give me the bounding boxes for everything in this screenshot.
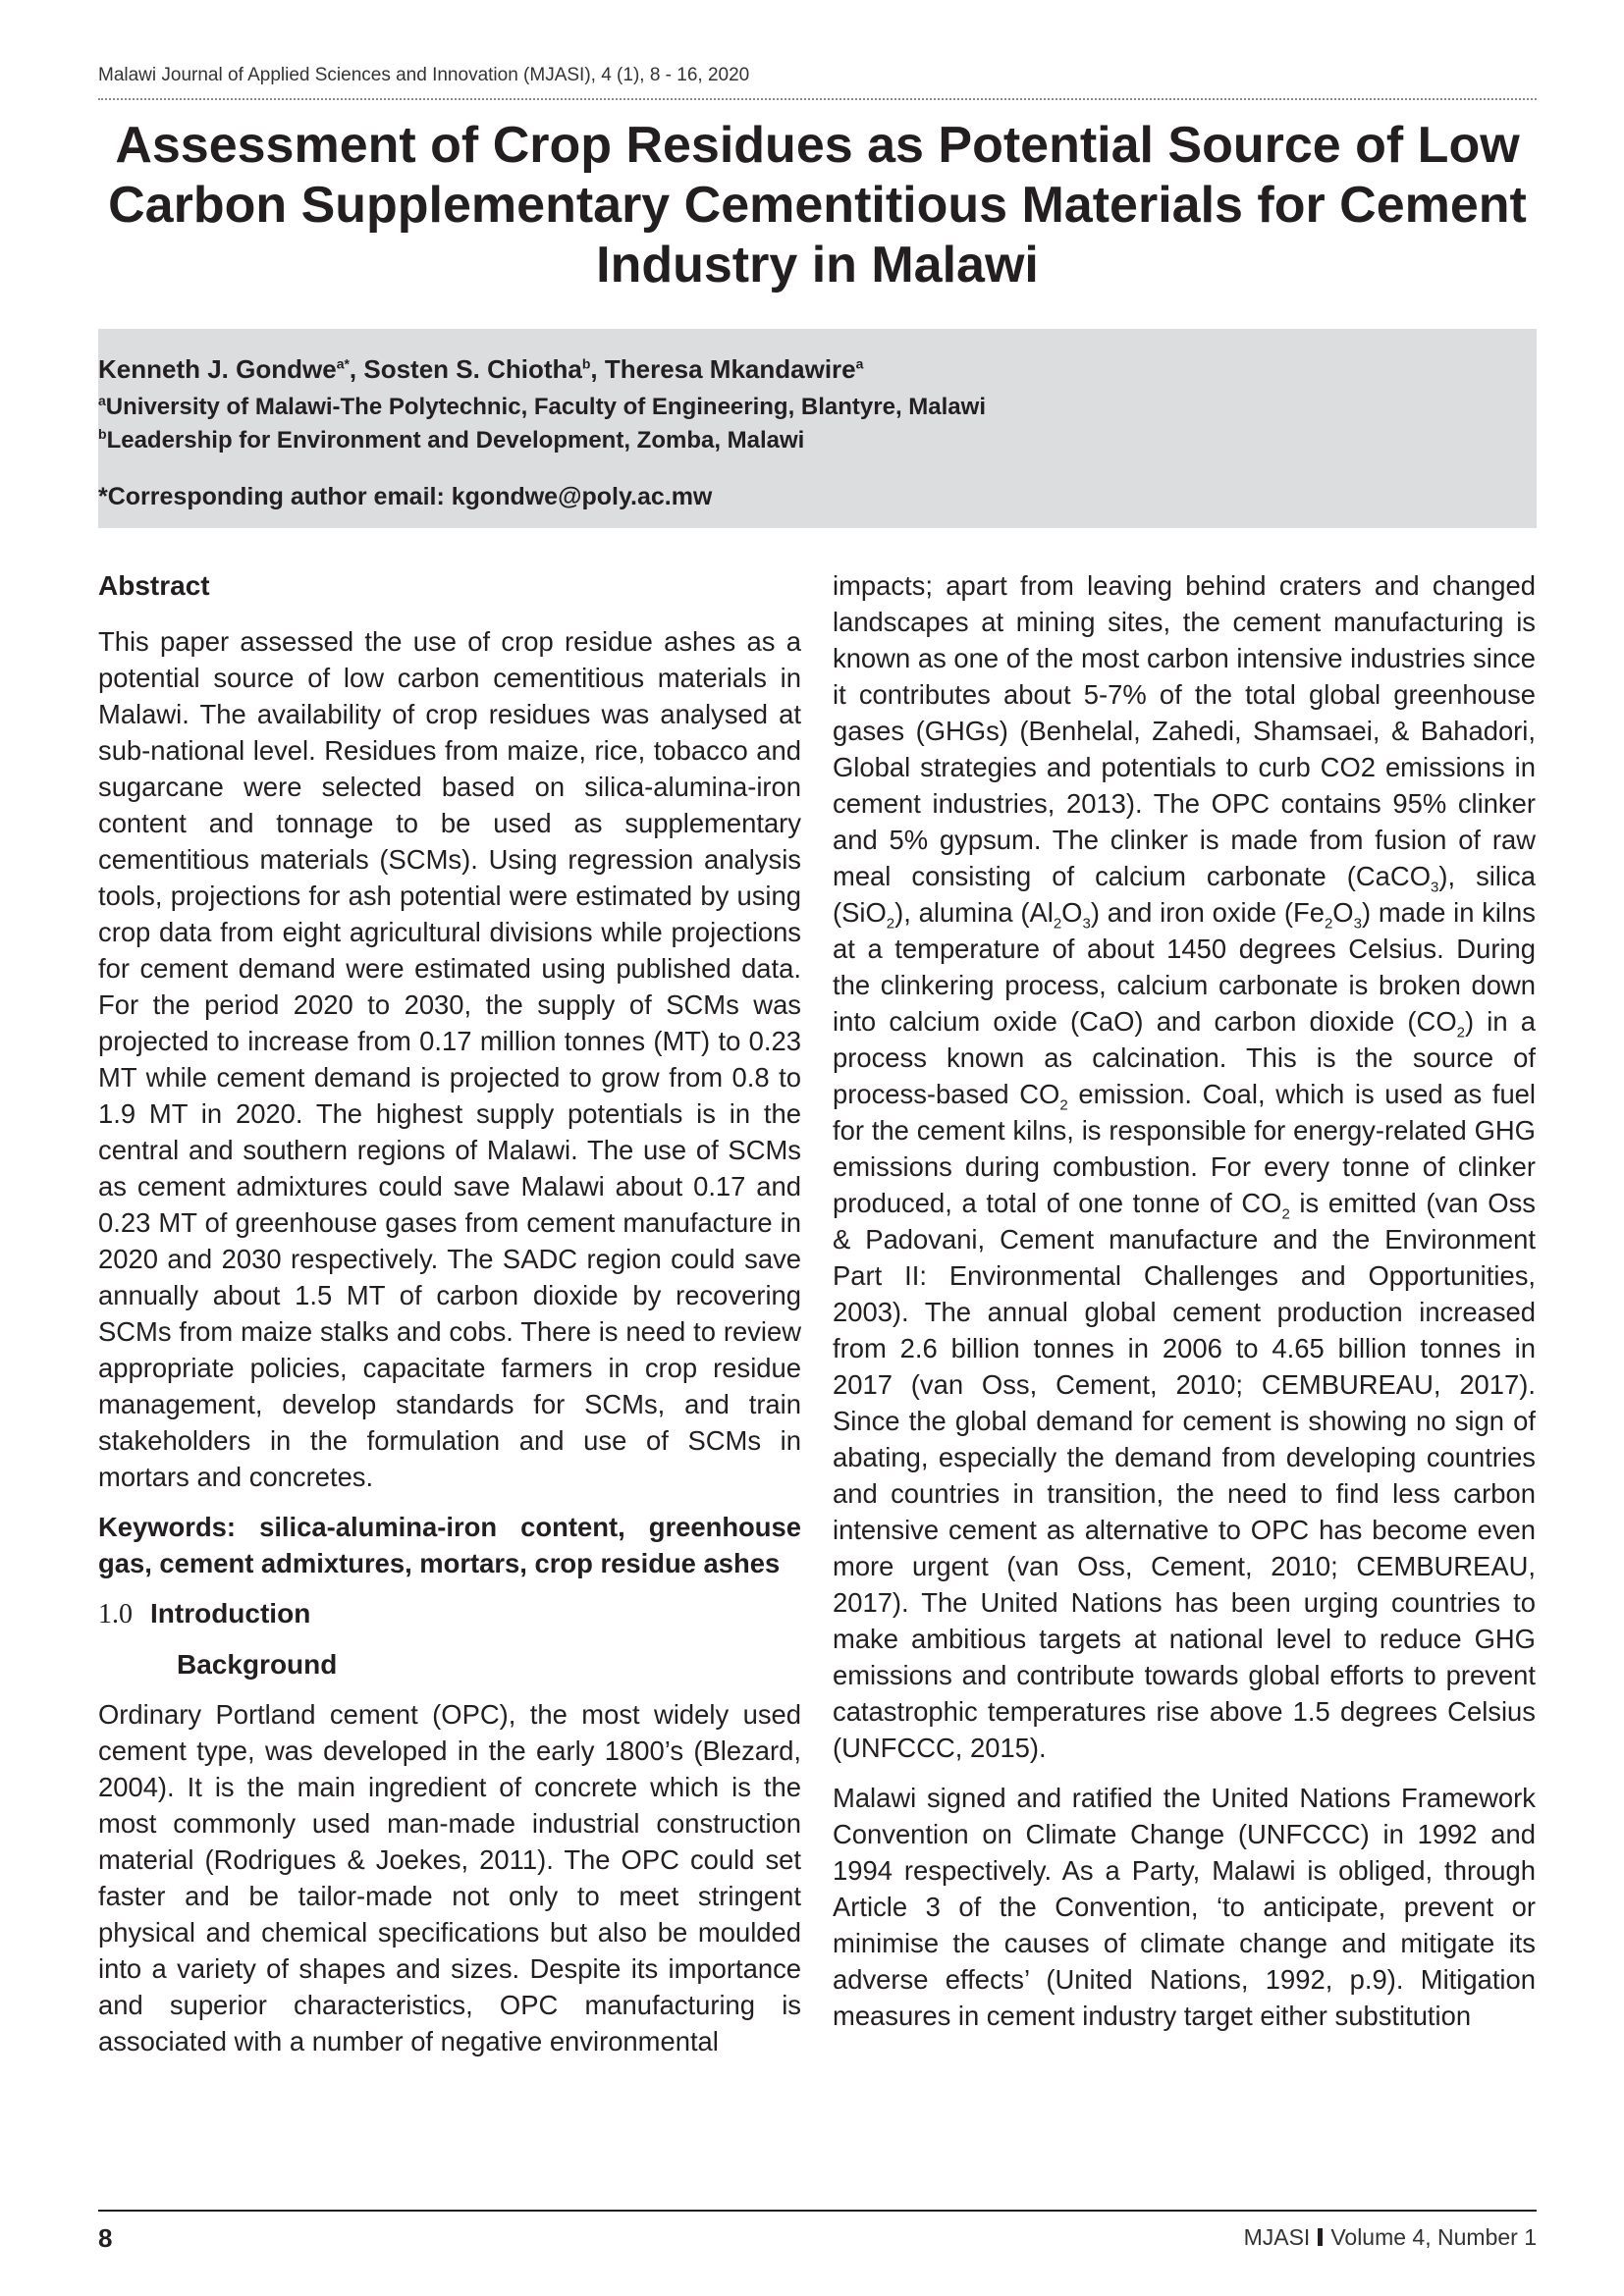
author-affil-mark: a* — [336, 355, 350, 372]
right-column — [833, 567, 1536, 2034]
footer-divider — [98, 2210, 1537, 2212]
page-number: 8 — [98, 2223, 113, 2253]
separator-bar — [1318, 2228, 1323, 2246]
journal-footer — [1244, 2224, 1537, 2251]
author-block — [98, 329, 1537, 528]
body-paragraph-2: Malawi signed and ratified the United Nations Framework Convention on Climate Change (UNFCCC) in 1992 and 1994 respectively. As a Party, Malawi is obliged, through Article 3 of the Convention, ‘to anticipate, prevent or minimise the causes of climate change and mitigate its adverse effects’ (United Nations, 1992, p.9). Mitigation measures in cement industry target either substitution — [833, 1783, 1536, 2031]
section-heading-introduction — [98, 1595, 801, 1632]
running-head: Malawi Journal of Applied Sciences and Innovation (MJASI), 4 (1), 8 - 16, 2020 — [98, 65, 750, 85]
author-affil-mark: b — [581, 355, 591, 372]
left-column — [98, 567, 801, 2059]
section-number: 1.0 — [98, 1599, 133, 1629]
author-affil-mark: a — [855, 355, 864, 372]
volume-info: Volume 4, Number 1 — [1330, 2224, 1537, 2250]
abstract-text: This paper assessed the use of crop residue ashes as a potential source of low carbon cementitious materials in Malawi. The availability of crop residues was analysed at sub-national level. Residues from maize, rice, tobacco and sugarcane were selected based on silica-alumina-iron content and tonnage to be used as supplementary cementitious materials (SCMs). Using regression analysis tools, projections for ash potential were estimated by using crop data from eight agricultural divisions while projections for cement demand were estimated using published data. For the period 2020 to 2030, the supply of SCMs was projected to increase from 0.17 million tonnes (MT) to 0.23 MT while cement demand is projected to grow from 0.8 to 1.9 MT in 2020. The highest supply potentials is in the central and southern regions of Malawi. The use of SCMs as cement admixtures could save Malawi about 0.17 and 0.23 MT of greenhouse gases from cement manufacture in 2020 and 2030 respectively. The SADC region could save annually about 1.5 MT of carbon dioxide by recovering SCMs from maize stalks and cobs. There is need to review appropriate policies, capacitate farmers in crop residue management, develop standards for SCMs, and train stakeholders in the formulation and use of SCMs in mortars and concretes. — [98, 626, 801, 1492]
keywords: Keywords: silica-alumina-iron content, greenhouse gas, cement admixtures, mortars, crop residue ashes — [98, 1512, 801, 1578]
header-divider — [98, 98, 1537, 100]
author-name: Sosten S. Chiotha — [363, 354, 582, 384]
intro-paragraph: Ordinary Portland cement (OPC), the most widely used cement type, was developed in the early 1800’s (Blezard, 2004). It is the main ingredient of concrete which is the most commonly used man-made industrial construction material (Rodrigues & Joekes, 2011). The OPC could set faster and be tailor-made not only to meet stringent physical and chemical specifications but also be moulded into a variety of shapes and sizes. Despite its importance and superior characteristics, OPC manufacturing is associated with a number of negative environmental — [98, 1699, 801, 2056]
author-name: Kenneth J. Gondwe — [98, 354, 337, 384]
body-paragraph-1: impacts; apart from leaving behind craters and changed landscapes at mining sites, the cement manufacturing is known as one of the most carbon intensive industries since it contributes about 5-7% of the total global greenhouse gases (GHGs) (Benhelal, Zahedi, Shamsaei, & Bahadori, Global strategies and potentials to curb CO2 emissions in cement industries, 2013). The OPC contains 95% clinker and 5% gypsum. The clinker is made from fusion of raw meal consisting of calcium carbonate (CaCO$_3$), silica (SiO$_2$), alumina $(Al_2O_3)$ and iron oxide $(Fe_2O_3)$ made in kilns at a temperature of about 1450 degrees Celsius. During the clinkering process, calcium carbonate is broken down into calcium oxide (CaO) and carbon dioxide $(CO_2)$ in a process known as calcination. This is the source of process-based $CO_2$ emission. Coal, which is used as fuel for the cement kilns, is responsible for energy-related GHG emissions during combustion. For every tonne of clinker produced, a total of one tonne of $CO_2$ is emitted (van Oss & Padovani, Cement manufacture and the Environment Part II: Environmental Challenges and Opportunities, 2003). The annual global cement production increased from 2.6 billion tonnes in 2006 to 4.65 billion tonnes in 2017 (van Oss, Cement, 2010; CEMBUREAU, 2017). Since the global demand for cement is showing no sign of abating, especially the demand from developing countries and countries in transition, the need to find less carbon intensive cement as alternative to OPC has become even more urgent (van Oss, Cement, 2010; CEMBUREAU, 2017). The United Nations has been urging countries to make ambitious targets at national level to reduce GHG emissions and contribute towards global efforts to prevent catastrophic temperatures rise above 1.5 degrees Celsius (UNFCCC, 2015). — [833, 570, 1536, 1763]
author-list: Kenneth J. Gondwe$^{a*}$, Sosten S. Chiotha$^b$, Theresa Mkandawire$^a$ — [98, 354, 864, 384]
journal-abbrev: MJASI — [1243, 2224, 1311, 2250]
paper-title: Assessment of Crop Residues as Potential Source of Low Carbon Supplementary Cementitious Materials for Cement Industry in Malawi — [108, 117, 1527, 294]
affiliation-a: $^a$University of Malawi-The Polytechnic, Faculty of Engineering, Blantyre, Malawi $^b$Leadership for Environment and Development, Zomba, Malawi — [98, 393, 986, 454]
corresponding-author: *Corresponding author email: kgondwe@poly.ac.mw — [98, 483, 713, 510]
subsection-heading-background: Background — [177, 1649, 338, 1680]
section-title: Introduction — [150, 1598, 311, 1629]
abstract-heading: Abstract — [98, 570, 210, 601]
affiliation-b: Leadership for Environment and Development, Zomba, Malawi — [106, 427, 805, 454]
author-name: Theresa Mkandawire — [604, 354, 856, 384]
